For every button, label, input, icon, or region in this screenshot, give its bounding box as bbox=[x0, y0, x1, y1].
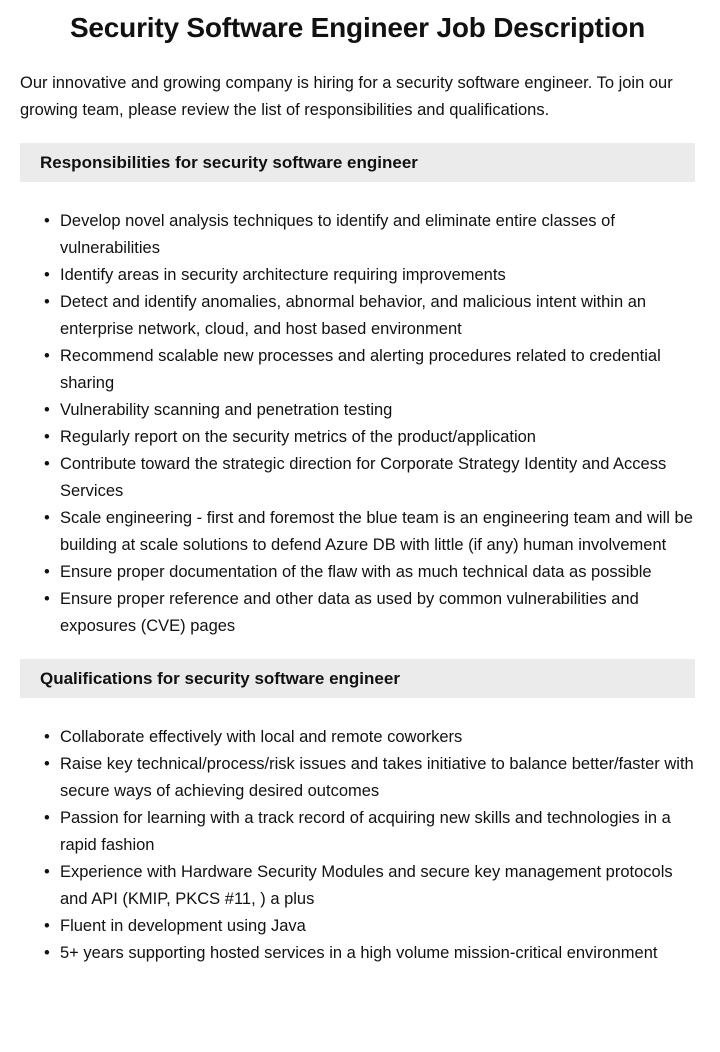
list-item: • 5+ years supporting hosted services in a high volume mission-critical environment bbox=[20, 940, 695, 967]
section-heading-text: Qualifications for security software engineer bbox=[40, 669, 400, 688]
list-item: • Identify areas in security architecture requiring improvements bbox=[20, 262, 695, 289]
list-item: • Fluent in development using Java bbox=[20, 913, 695, 940]
list-item: • Scale engineering - first and foremost the blue team is an engineering team and will be building at scale solutions to defend Azure DB with little (if any) human involvement bbox=[20, 505, 695, 559]
list-item: • Regularly report on the security metrics of the product/application bbox=[20, 424, 695, 451]
list-item: • Collaborate effectively with local and remote coworkers bbox=[20, 724, 695, 751]
list-item: • Raise key technical/process/risk issues and takes initiative to balance better/faster with secure ways of achieving desired outcomes bbox=[20, 751, 695, 805]
list-item: • Ensure proper documentation of the flaw with as much technical data as possible bbox=[20, 559, 695, 586]
section-header-bar bbox=[20, 143, 695, 182]
job-section bbox=[20, 143, 695, 640]
list-item: • Contribute toward the strategic direction for Corporate Strategy Identity and Access Services bbox=[20, 451, 695, 505]
list-item: • Develop novel analysis techniques to identify and eliminate entire classes of vulnerabilities bbox=[20, 208, 695, 262]
list-item: • Recommend scalable new processes and alerting procedures related to credential sharing bbox=[20, 343, 695, 397]
bullet-list bbox=[20, 724, 695, 967]
sections-container bbox=[20, 143, 695, 967]
intro-paragraph: Our innovative and growing company is hiring for a security software engineer. To join our growing team, please review the list of responsibilities and qualifications. bbox=[20, 74, 673, 119]
list-item: • Detect and identify anomalies, abnormal behavior, and malicious intent within an enterprise network, cloud, and host based environment bbox=[20, 289, 695, 343]
list-item: • Experience with Hardware Security Modules and secure key management protocols and API (KMIP, PKCS #11, ) a plus bbox=[20, 859, 695, 913]
job-section bbox=[20, 659, 695, 967]
list-item: • Passion for learning with a track record of acquiring new skills and technologies in a rapid fashion bbox=[20, 805, 695, 859]
list-item: • Ensure proper reference and other data as used by common vulnerabilities and exposures (CVE) pages bbox=[20, 586, 695, 640]
page-title: Security Software Engineer Job Description bbox=[69, 12, 646, 43]
bullet-list bbox=[20, 208, 695, 640]
section-header-bar bbox=[20, 659, 695, 698]
list-item: • Vulnerability scanning and penetration testing bbox=[20, 397, 695, 424]
section-heading-text: Responsibilities for security software engineer bbox=[40, 153, 418, 172]
